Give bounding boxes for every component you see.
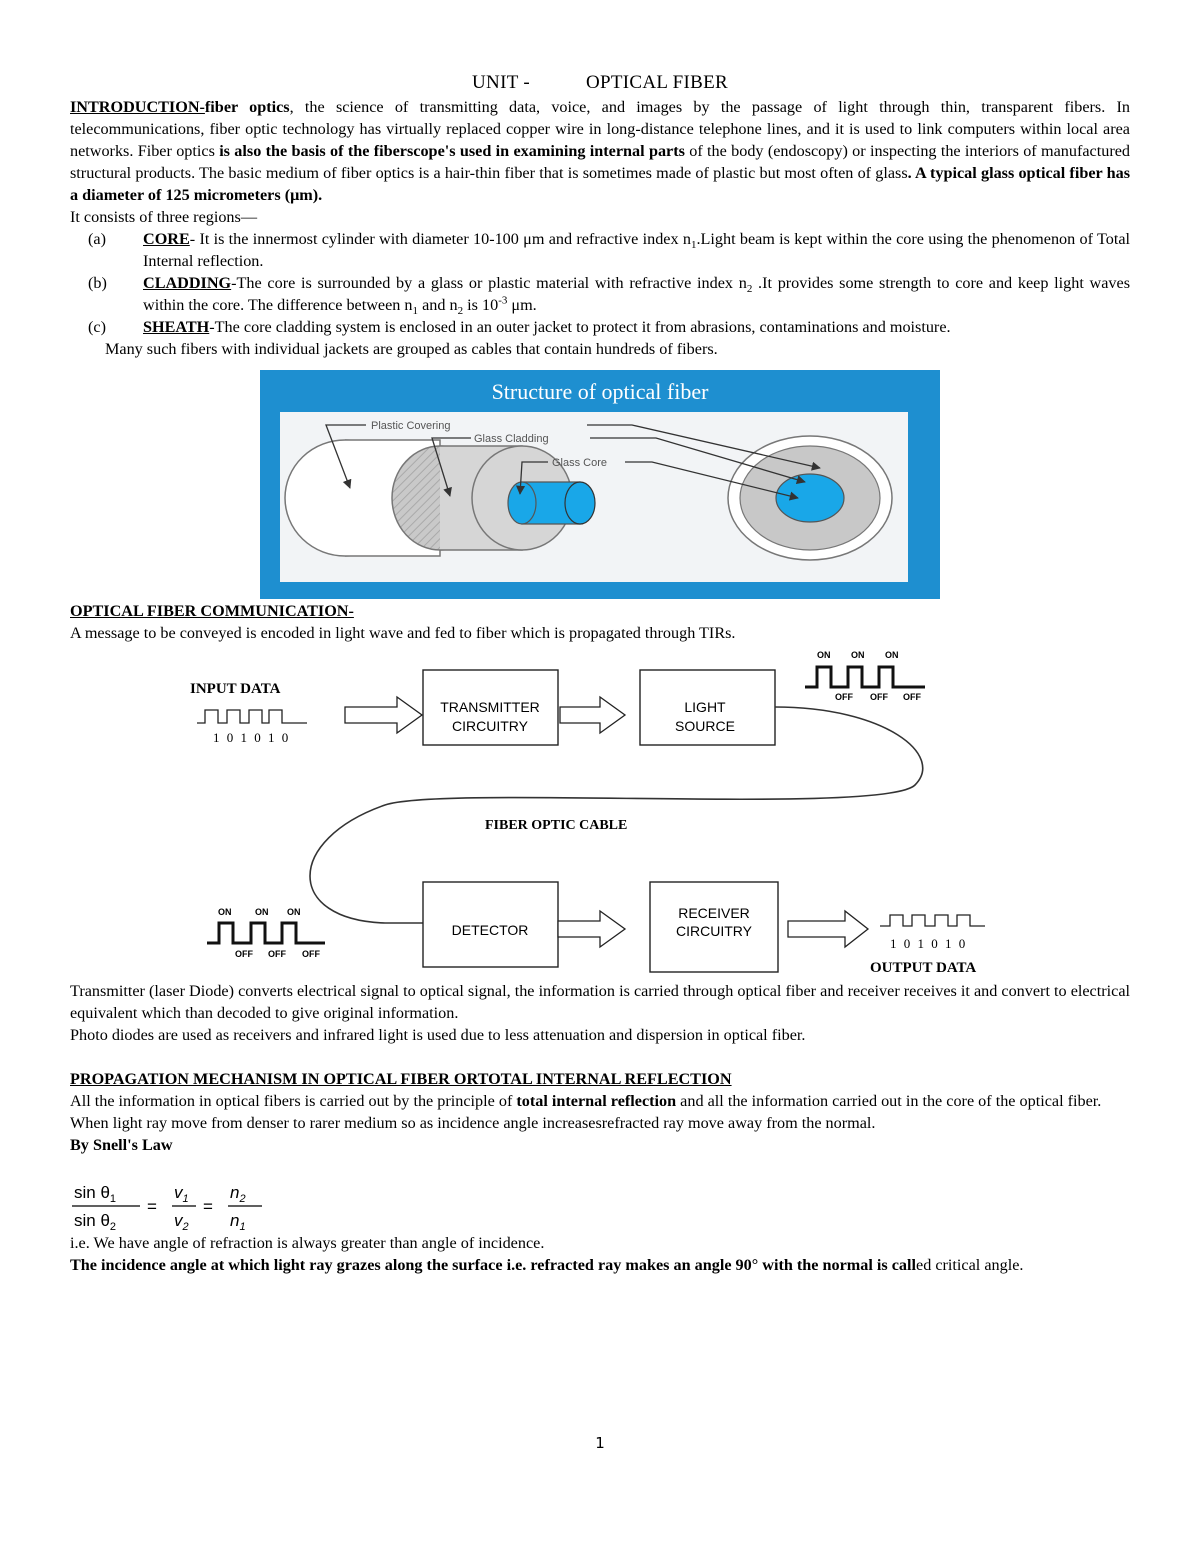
light-source-line-1: LIGHT xyxy=(684,699,726,715)
communication-section xyxy=(70,600,1130,644)
list-item xyxy=(70,272,1130,316)
intro-term: fiber optics xyxy=(204,98,290,116)
intro-heading: INTRODUCTION- xyxy=(70,98,205,116)
formula-den-3: $n_1$ xyxy=(230,1211,246,1232)
comm-text: A message to be conveyed is encoded in light wave and fed to fiber which is propagated through TIRs. xyxy=(70,624,736,642)
formula-den-2: $v_2$ xyxy=(174,1211,189,1232)
figure-title: Structure of optical fiber xyxy=(491,379,709,404)
comm-heading: OPTICAL FIBER COMMUNICATION- xyxy=(70,602,354,620)
fiber-structure-figure xyxy=(260,370,940,599)
intro-bold-2: . A typical glass optical fiber has a diameter of 125 micrometers (μm). xyxy=(70,164,1130,204)
region-name: CORE xyxy=(143,230,190,248)
fiber-optic-cable-line xyxy=(310,707,923,923)
critical-angle-definition xyxy=(70,1254,1130,1276)
region-text: is 10 xyxy=(463,296,499,314)
bottom-waveform xyxy=(207,923,325,943)
bottom-on-3: ON xyxy=(287,907,301,917)
list-label: (a) xyxy=(88,230,106,248)
regions-intro: It consists of three regions— xyxy=(70,208,258,226)
critical-rest: ed critical angle. xyxy=(916,1256,1024,1274)
region-text: μm. xyxy=(507,296,537,314)
propagation-section xyxy=(70,1068,1130,1156)
bottom-off-2: OFF xyxy=(268,949,286,959)
arrow-to-receiver xyxy=(558,911,625,947)
region-text: .Light beam is kept within the core using the phenomenon of Total Internal reflection. xyxy=(143,230,1131,270)
region-text: - It is the innermost cylinder with diameter 10-100 μm and refractive index n xyxy=(189,230,691,248)
bottom-on-2: ON xyxy=(255,907,269,917)
input-data-label: INPUT DATA xyxy=(190,681,281,697)
snell-heading: By Snell's Law xyxy=(70,1136,173,1154)
output-bits: 1 0 1 0 1 0 xyxy=(890,936,968,951)
title-unit: UNIT - xyxy=(472,72,530,93)
list-label: (b) xyxy=(88,274,107,292)
intro-paragraph xyxy=(70,96,1130,206)
core-face xyxy=(565,482,595,524)
transmitter-line-1: TRANSMITTER xyxy=(440,699,540,715)
bottom-off-3: OFF xyxy=(302,949,320,959)
top-off-3: OFF xyxy=(903,692,921,702)
top-off-1: OFF xyxy=(835,692,853,702)
arrow-to-light-source xyxy=(560,697,625,733)
equals-2: = xyxy=(203,1197,213,1216)
propagation-paragraph-2: When light ray move from denser to rarer medium so as incidence angle increasesrefracted ray move away from the normal. xyxy=(70,1114,876,1132)
list-item xyxy=(70,316,1130,338)
input-bits: 1 0 1 0 1 0 xyxy=(213,730,291,745)
arrow-to-transmitter xyxy=(345,697,422,733)
top-off-2: OFF xyxy=(870,692,888,702)
intro-section xyxy=(70,72,1130,360)
comm-paragraph-1: Transmitter (laser Diode) converts electrical signal to optical signal, the information is carried through optical fiber and receiver receives it and convert to electrical equivalent which than decoded to give original information. xyxy=(70,982,1130,1022)
label-glass-cladding: Glass Cladding xyxy=(474,433,549,445)
formula-num-1: $\sin \theta_1$ xyxy=(74,1183,117,1205)
refraction-statement: i.e. We have angle of refraction is always greater than angle of incidence. xyxy=(70,1234,545,1252)
output-waveform xyxy=(880,915,985,926)
region-text: -The core cladding system is enclosed in an outer jacket to protect it from abrasions, contaminations and moisture. xyxy=(209,318,951,336)
output-data-label: OUTPUT DATA xyxy=(870,960,977,976)
page-number: 1 xyxy=(595,1434,605,1452)
fiber-cable-label: FIBER OPTIC CABLE xyxy=(485,818,628,833)
formula-num-3: $n_2$ xyxy=(230,1183,246,1205)
light-source-line-2: SOURCE xyxy=(675,718,735,734)
top-waveform xyxy=(805,667,925,687)
subscript: 2 xyxy=(746,283,753,296)
bottom-on-1: ON xyxy=(218,907,232,917)
region-text: and n xyxy=(418,296,458,314)
intro-bold-1: is also the basis of the fiberscope's used in examining internal parts xyxy=(219,142,685,160)
list-label: (c) xyxy=(88,318,106,336)
intro-text-2: of the body (endoscopy) or inspecting the interiors of manufactured structural products. The basic medium of fiber optics is a hair-thin fiber that is sometimes made of plastic but most often of glass xyxy=(70,142,1130,182)
comm-paragraph-2: Photo diodes are used as receivers and infrared light is used due to less attenuation and dispersion in optical fiber. xyxy=(70,1026,806,1044)
top-on-3: ON xyxy=(885,650,899,660)
subscript: 1 xyxy=(690,239,697,252)
region-text: -The core is surrounded by a glass or plastic material with refractive index n xyxy=(231,274,747,292)
label-glass-core: Glass Core xyxy=(552,457,608,469)
subscript: 1 xyxy=(412,305,419,318)
detector-label: DETECTOR xyxy=(451,922,529,938)
transmitter-line-2: CIRCUITRY xyxy=(452,718,528,734)
prop-text-a: All the information in optical fibers is carried out by the principle of xyxy=(70,1092,517,1110)
list-item xyxy=(70,228,1130,272)
snell-formula xyxy=(72,1180,272,1232)
cables-text: Many such fibers with individual jackets are grouped as cables that contain hundreds of fibers. xyxy=(105,340,718,358)
title-name: OPTICAL FIBER xyxy=(585,72,728,93)
regions-list xyxy=(70,228,1130,338)
receiver-line-2: CIRCUITRY xyxy=(676,923,752,939)
prop-text-c: and all the information carried out in the core of the optical fiber. xyxy=(676,1092,1102,1110)
critical-angle-section xyxy=(70,1232,1130,1276)
top-on-1: ON xyxy=(817,650,831,660)
top-on-2: ON xyxy=(851,650,865,660)
receiver-line-1: RECEIVER xyxy=(678,905,750,921)
critical-bold: The incidence angle at which light ray grazes along the surface i.e. refracted ray makes an angle 90° with the normal is call xyxy=(70,1256,917,1274)
region-name: SHEATH xyxy=(143,318,210,336)
page-title xyxy=(70,72,1130,94)
equals-1: = xyxy=(147,1197,157,1216)
arrow-to-output xyxy=(788,911,868,947)
core-back xyxy=(508,482,536,524)
region-name: CLADDING xyxy=(143,274,232,292)
input-waveform xyxy=(197,710,307,723)
subscript: 2 xyxy=(457,305,464,318)
label-plastic-covering: Plastic Covering xyxy=(371,420,451,432)
superscript: -3 xyxy=(498,294,508,307)
prop-bold: total internal reflection xyxy=(516,1092,677,1110)
bottom-off-1: OFF xyxy=(235,949,253,959)
formula-den-1: $\sin \theta_2$ xyxy=(74,1211,117,1232)
communication-text-section xyxy=(70,980,1130,1046)
region-text: .It provides some strength to core and keep light waves within the core. The difference between n xyxy=(143,274,1130,314)
communication-diagram xyxy=(185,645,1035,980)
propagation-paragraph-1 xyxy=(70,1090,1130,1112)
cross-section-core xyxy=(776,474,844,522)
propagation-heading: PROPAGATION MECHANISM IN OPTICAL FIBER ORTOTAL INTERNAL REFLECTION xyxy=(70,1070,732,1088)
formula-num-2: $v_1$ xyxy=(174,1183,189,1205)
intro-text-1: , the science of transmitting data, voice, and images by the passage of light through thin, transparent fibers. In telecommunications, fiber optic technology has virtually replaced copper wire in long-distance telephone lines, and it is used to link computers within local area networks. Fiber optics xyxy=(70,98,1131,160)
